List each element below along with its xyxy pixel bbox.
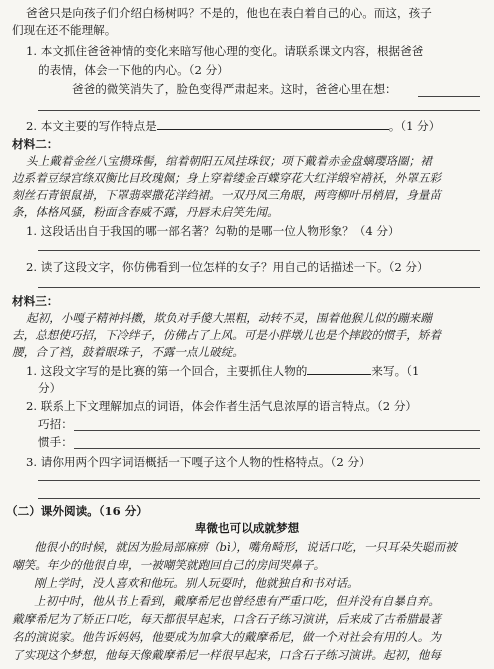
question-1-prompt: 爸爸的微笑消失了，脸色变得严肃起来。这时，爸爸心里在想： <box>72 82 397 96</box>
material-2-question-1: 1. 这段话出自于我国的哪一部名著？勾勒的是哪一位人物形象？（4 分） <box>26 224 400 238</box>
reading-text: 戴摩希尼为了矫正口吃，每天都很早起来，口含石子练习演讲，后来成了古希腊最著 <box>12 612 441 626</box>
material-3-question-1-cont: 分） <box>38 381 62 395</box>
material-3-question-1-score: 来写。（1 <box>371 364 420 378</box>
material-3-question-1-text: 1. 这段文字写的是比赛的第一个回合，主要抓住人物的 <box>26 364 308 378</box>
question-2 <box>26 118 484 133</box>
material-2-heading: 材料二： <box>12 137 59 151</box>
answer-line[interactable] <box>38 480 480 481</box>
material-3-question-3: 3. 请你用两个四字词语概括一下嘎子这个人物的性格特点。（2 分） <box>26 455 371 469</box>
answer-line[interactable] <box>38 110 480 111</box>
reading-text: 了实现这个梦想，他每天像戴摩希尼一样很早起来，口含石子练习演讲。起初，他每 <box>12 648 441 662</box>
answer-label-guanshou: 惯手： <box>38 435 73 449</box>
reading-text: 上初中时，他从书上看到，戴摩希尼也曾经患有严重口吃，但并没有自暴自弃。 <box>34 594 440 608</box>
answer-blank[interactable] <box>307 363 371 375</box>
question-1-cont: 的表情，体会一下他的内心。（2 分） <box>38 63 229 77</box>
material-2-question-2: 2. 读了这段文字，你仿佛看到一位怎样的女子？用自己的话描述一下。（2 分） <box>26 260 429 274</box>
question-2-score: 。（1 分） <box>388 119 441 133</box>
answer-line[interactable] <box>38 287 480 288</box>
question-1: 1. 本文抓住爸爸神情的变化来暗写他心理的变化。请联系课文内容，根据爸爸 <box>26 44 424 58</box>
reading-text: 刚上学时，没人喜欢和他玩。别人玩耍时，他就独自和书对话。 <box>34 576 359 590</box>
material-2-text: 刻丝石青银鼠褂，下罩翡翠撒花洋绉裙。一双丹凤三角眼，两弯柳叶吊梢眉，身量苗 <box>12 188 441 202</box>
question-2-text: 2. 本文主要的写作特点是 <box>26 119 157 133</box>
reading-text: 嘲笑。年少的他很自卑，一被嘲笑就跑回自己的房间哭鼻子。 <box>12 558 326 572</box>
reading-title: 卑微也可以成就梦想 <box>194 521 300 535</box>
answer-blank[interactable] <box>418 96 480 97</box>
material-2-text: 头上戴着金丝八宝攒珠髻，绾着朝阳五凤挂珠钗；项下戴着赤金盘螭璎珞圈；裙 <box>26 154 432 168</box>
reading-text: 他很小的时候，就因为脸局部麻痹（bì），嘴角畸形，说话口吃，一只耳朵失聪而被 <box>34 540 457 554</box>
answer-label-qiaozhao: 巧招： <box>38 417 73 431</box>
material-2-text: 边系着豆绿宫绦双衡比目玫瑰佩；身上穿着缕金百蝶穿花大红洋缎窄褙袄，外罩五彩 <box>12 171 441 185</box>
section-heading: （二）课外阅读。（16 分） <box>6 504 148 518</box>
passage-line: 爸爸只是向孩子们介绍白杨树吗？不是的，他也在表白着自己的心。而这，孩子 <box>26 6 432 20</box>
passage-line: 们现在还不能理解。 <box>12 23 117 37</box>
answer-line[interactable] <box>74 448 480 449</box>
material-3-heading: 材料三： <box>12 294 59 308</box>
material-3-text: 去，总想使巧招，下冷绊子，仿佛占了上风。可是小胖墩儿也是个摔跤的惯手，矫着 <box>12 328 441 342</box>
material-3-text: 起初，小嘎子精神抖擞，欺负对手傻大黑粗，动转不灵，围着他猴儿似的蹦来蹦 <box>26 311 432 325</box>
answer-line[interactable] <box>38 250 480 251</box>
material-3-text: 腰，合了裆，鼓着眼珠子，不露一点儿破绽。 <box>12 345 244 359</box>
answer-line[interactable] <box>38 498 480 499</box>
material-3-question-1 <box>26 363 484 378</box>
material-2-text: 条，体格风骚，粉面含春威不露，丹唇未启笑先闻。 <box>12 205 279 219</box>
answer-blank[interactable] <box>157 118 389 130</box>
answer-line[interactable] <box>74 430 480 431</box>
reading-text: 名的演说家。他告诉妈妈，他要成为加拿大的戴摩希尼，做一个对社会有用的人。为 <box>12 630 441 644</box>
material-3-question-2: 2. 联系上下文理解加点的词语，体会作者生活气息浓厚的语言特点。（2 分） <box>26 399 418 413</box>
